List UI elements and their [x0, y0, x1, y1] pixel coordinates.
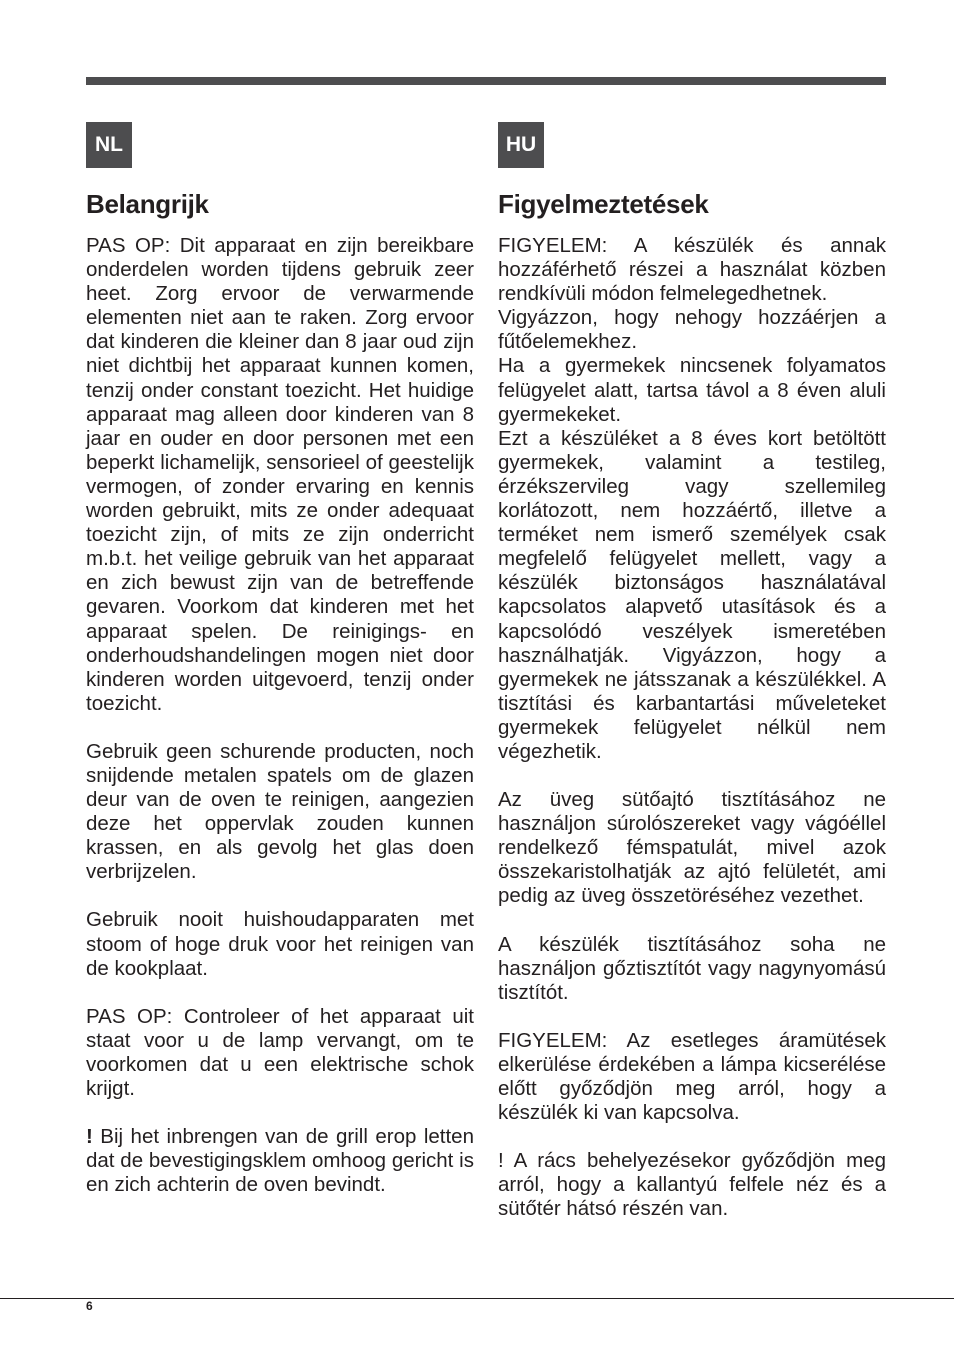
paragraph-nl-steam: Gebruik nooit huishoudapparaten met stoom of hoge druk voor het reinigen van de kookplaat.	[86, 908, 474, 980]
paragraph-hu-steam: A készülék tisztításához soha ne használjon gőztisztítót vagy nagynyomású tisztítót.	[498, 932, 886, 1004]
header-rule	[86, 77, 886, 85]
paragraph-nl-warning: PAS OP: Dit apparaat en zijn bereikbare onderdelen worden tijdens gebruik zeer heet. Zorg ervoor de verwarmende elementen niet aan te raken. Zorg ervoor dat kinderen die kleiner dan 8 jaar oud zijn niet dichtbij het apparaat kunnen komen, tenzij onder constant toezicht. Het huidige apparaat mag alleen door kinderen van 8 jaar en ouder en door personen met een beperkt lichamelijk, sensorieel of geestelijk vermogen, of zonder ervaring en kennis worden gebruikt, mits ze onder adequaat toezicht zijn, of mits ze zijn onderricht m.b.t. het veilige gebruik van het apparaat en zich bewust zijn van de betreffende gevaren. Voorkom dat kinderen met het apparaat spelen. De reinigings- en onderhoudshandelingen mogen niet door kinderen worden uitgevoerd, tenzij onder toezicht.	[86, 234, 474, 715]
column-dutch	[86, 122, 474, 1221]
paragraph-nl-grill-text: Bij het inbrengen van de grill erop letten dat de bevestigingsklem omhoog gericht is en zich achterin de oven bevindt.	[86, 1125, 474, 1197]
paragraph-hu-warning: FIGYELEM: A készülék és annak hozzáférhető részei a használat közben rendkívüli módon felmelegedhetnek.	[498, 234, 886, 306]
paragraph-nl-cleaning: Gebruik geen schurende producten, noch snijdende metalen spatels om de glazen deur van de oven te reinigen, aangezien deze het oppervlak zouden kunnen krassen, en als gevolg het glas doen verbrijzelen.	[86, 739, 474, 884]
exclamation-mark: !	[86, 1125, 93, 1149]
paragraph-hu-supervision: Ha a gyermekek nincsenek folyamatos felügyelet alatt, tartsa távol a 8 éven aluli gyermekeket.	[498, 354, 886, 426]
paragraph-hu-lamp: FIGYELEM: Az esetleges áramütések elkerülése érdekében a lámpa kicserélése előtt győződjön meg arról, hogy a készülék ki van kapcsolva.	[498, 1028, 886, 1125]
section-title-nl: Belangrijk	[86, 189, 209, 219]
footer-rule	[0, 1298, 954, 1299]
column-hungarian	[498, 122, 886, 1245]
paragraph-hu-heating-elements: Vigyázzon, hogy nehogy hozzáérjen a fűtőelemekhez.	[498, 306, 886, 354]
paragraph-hu-grill: ! A rács behelyezésekor győződjön meg arról, hogy a kallantyú felfele néz és a sütőtér hátsó részén van.	[498, 1149, 886, 1221]
paragraph-nl-grill	[86, 1125, 474, 1197]
section-title-hu: Figyelmeztetések	[498, 189, 709, 219]
paragraph-hu-children: Ezt a készüléket a 8 éves kort betöltött gyermekek, valamint a testileg, érzékszervileg vagy szellemileg korlátozott, nem hozzáértő, illetve a terméket nem ismerő személyek csak megfelelő felügyelet mellett, vagy a készülék biztonságos használatával kapcsolatos alapvető utasítások és a kapcsolódó veszélyek ismeretében használhatják. Vigyázzon, hogy a gyermekek ne játsszanak a készülékkel. A tisztítási és karbantartási műveleteket gyermekek felügyelet nélkül nem végezhetik.	[498, 426, 886, 763]
page-number: 6	[86, 1299, 93, 1313]
language-badge-hu: HU	[498, 122, 544, 168]
language-badge-nl: NL	[86, 122, 132, 168]
paragraph-nl-lamp: PAS OP: Controleer of het apparaat uit staat voor u de lamp vervangt, om te voorkomen dat u een elektrische schok krijgt.	[86, 1004, 474, 1100]
paragraph-hu-cleaning: Az üveg sütőajtó tisztításához ne használjon súrolószereket vagy vágóéllel rendelkező fémspatulát, mivel azok összekaristolhatják az ajtó felületét, ami pedig az üveg összetöréséhez vezethet.	[498, 788, 886, 908]
